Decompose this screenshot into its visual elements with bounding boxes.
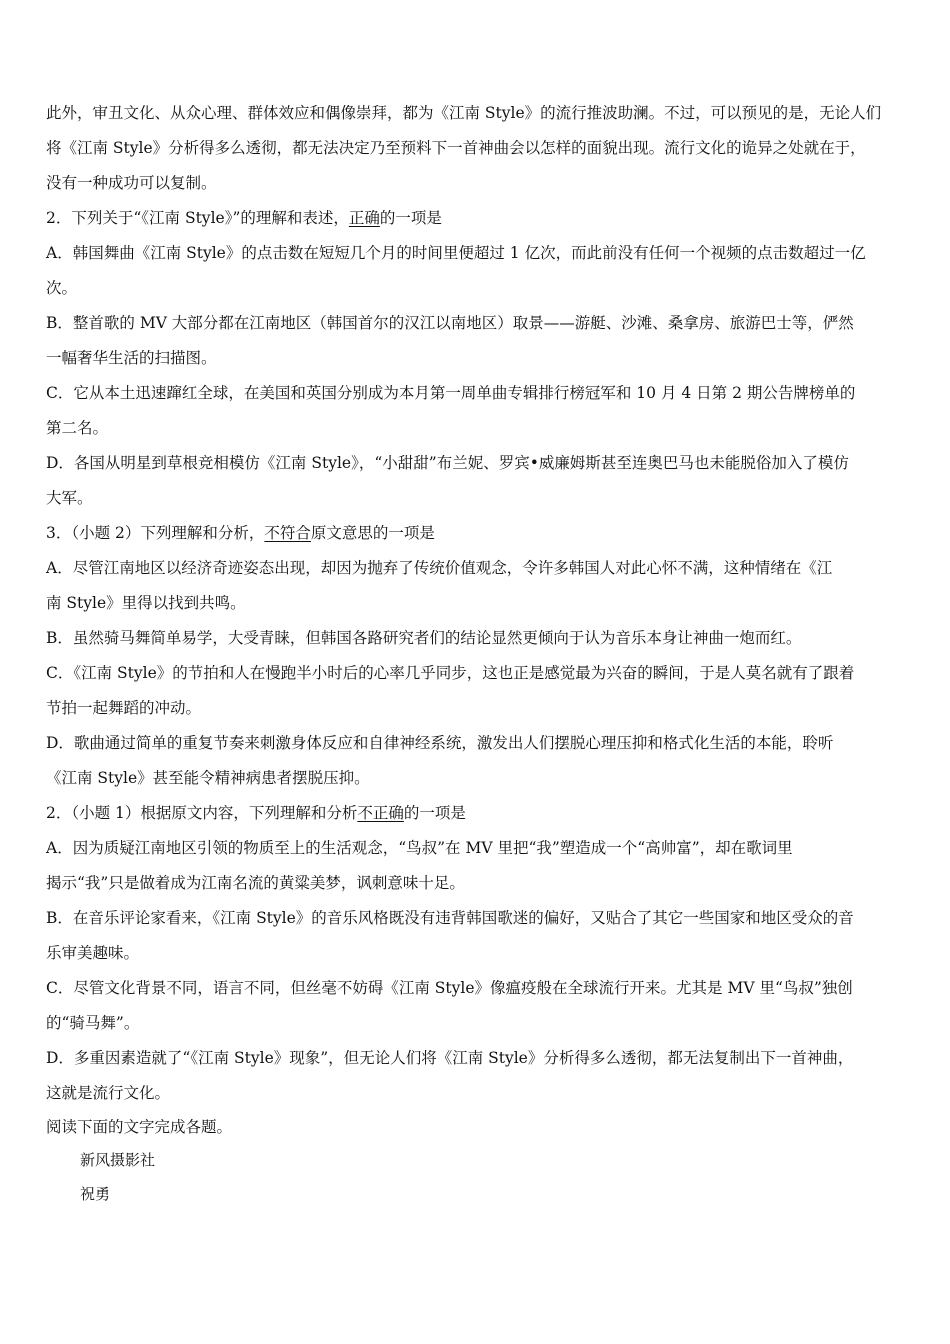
option-c: C．《江南 Style》的节拍和人在慢跑半小时后的心率几乎同步，这也正是感觉最为兴奋的瞬间，于是人莫名就有了跟着 (46, 664, 855, 682)
option-d: D．各国从明星到草根竞相模仿《江南 Style》，“小甜甜”布兰妮、罗宾•威廉姆斯甚至连奥巴马也未能脱俗加入了模仿 (46, 454, 849, 472)
option-c-cont: 节拍一起舞蹈的冲动。 (46, 699, 202, 717)
underlined-keyword: 不正确 (357, 804, 404, 822)
option-d-cont: 《江南 Style》甚至能令精神病患者摆脱压抑。 (46, 769, 370, 787)
option-c: C．它从本土迅速蹿红全球，在美国和英国分别成为本月第一周单曲专辑排行榜冠军和 10 月 4 日第 2 期公告牌榜单的 (46, 384, 856, 402)
intro-line: 没有一种成功可以复制。 (46, 174, 217, 192)
option-b: B．在音乐评论家看来，《江南 Style》的音乐风格既没有违背韩国歌迷的偏好，又贴合了其它一些国家和地区受众的音 (46, 909, 854, 927)
option-c-cont: 第二名。 (46, 419, 109, 437)
option-a: A．尽管江南地区以经济奇迹姿态出现，却因为抛弃了传统价值观念，令许多韩国人对此心怀不满，这种情绪在《江 (46, 559, 833, 577)
document-page (46, 96, 906, 1211)
passage-author: 祝勇 (80, 1185, 111, 1203)
option-a-cont: 次。 (46, 279, 78, 297)
option-d: D．多重因素造就了“《江南 Style》现象”，但无论人们将《江南 Style》分析得多么透彻，都无法复制出下一首神曲， (46, 1049, 854, 1067)
intro-line: 将《江南 Style》分析得多么透彻，都无法决定乃至预料下一首神曲会以怎样的面貌出现。流行文化的诡异之处就在于， (46, 139, 866, 157)
option-b: B．虽然骑马舞简单易学，大受青睐，但韩国各路研究者们的结论显然更倾向于认为音乐本身让神曲一炮而红。 (46, 629, 802, 647)
option-c: C．尽管文化背景不同，语言不同，但丝毫不妨碍《江南 Style》像瘟疫般在全球流行开来。尤其是 MV 里“鸟叔”独创 (46, 979, 853, 997)
option-a: A．因为质疑江南地区引领的物质至上的生活观念，“鸟叔”在 MV 里把“我”塑造成一个“高帅富”，却在歌词里 (46, 839, 793, 857)
option-b-cont: 乐审美趣味。 (46, 944, 140, 962)
option-d-cont: 大军。 (46, 489, 93, 507)
passage-title: 新风摄影社 (80, 1151, 156, 1169)
question-stem-3: 2．（小题 1）根据原文内容，下列理解和分析不正确的一项是 (46, 804, 466, 822)
reading-instruction: 阅读下面的文字完成各题。 (46, 1118, 233, 1136)
question-stem-2: 3．（小题 2）下列理解和分析，不符合原文意思的一项是 (46, 524, 435, 542)
option-a-cont: 揭示“我”只是做着成为江南名流的黄粱美梦，讽刺意味十足。 (46, 874, 465, 892)
option-d-cont: 这就是流行文化。 (46, 1084, 171, 1102)
underlined-keyword: 不符合 (264, 524, 311, 542)
intro-line: 此外，审丑文化、从众心理、群体效应和偶像崇拜，都为《江南 Style》的流行推波助澜。不过，可以预见的是，无论人们 (46, 104, 882, 122)
option-d: D．歌曲通过简单的重复节奏来刺激身体反应和自律神经系统，激发出人们摆脱心理压抑和格式化生活的本能，聆听 (46, 734, 834, 752)
option-c-cont: 的“骑马舞”。 (46, 1014, 140, 1032)
underlined-keyword: 正确 (348, 209, 380, 227)
option-b-cont: 一幅奢华生活的扫描图。 (46, 349, 217, 367)
option-a: A．韩国舞曲《江南 Style》的点击数在短短几个月的时间里便超过 1 亿次，而此前没有任何一个视频的点击数超过一亿 (46, 244, 866, 262)
option-a-cont: 南 Style》里得以找到共鸣。 (46, 594, 246, 612)
question-stem-1: 2．下列关于“《江南 Style》”的理解和表述，正确的一项是 (46, 209, 442, 227)
option-b: B．整首歌的 MV 大部分都在江南地区（韩国首尔的汉江以南地区）取景——游艇、沙滩、桑拿房、旅游巴士等，俨然 (46, 314, 854, 332)
